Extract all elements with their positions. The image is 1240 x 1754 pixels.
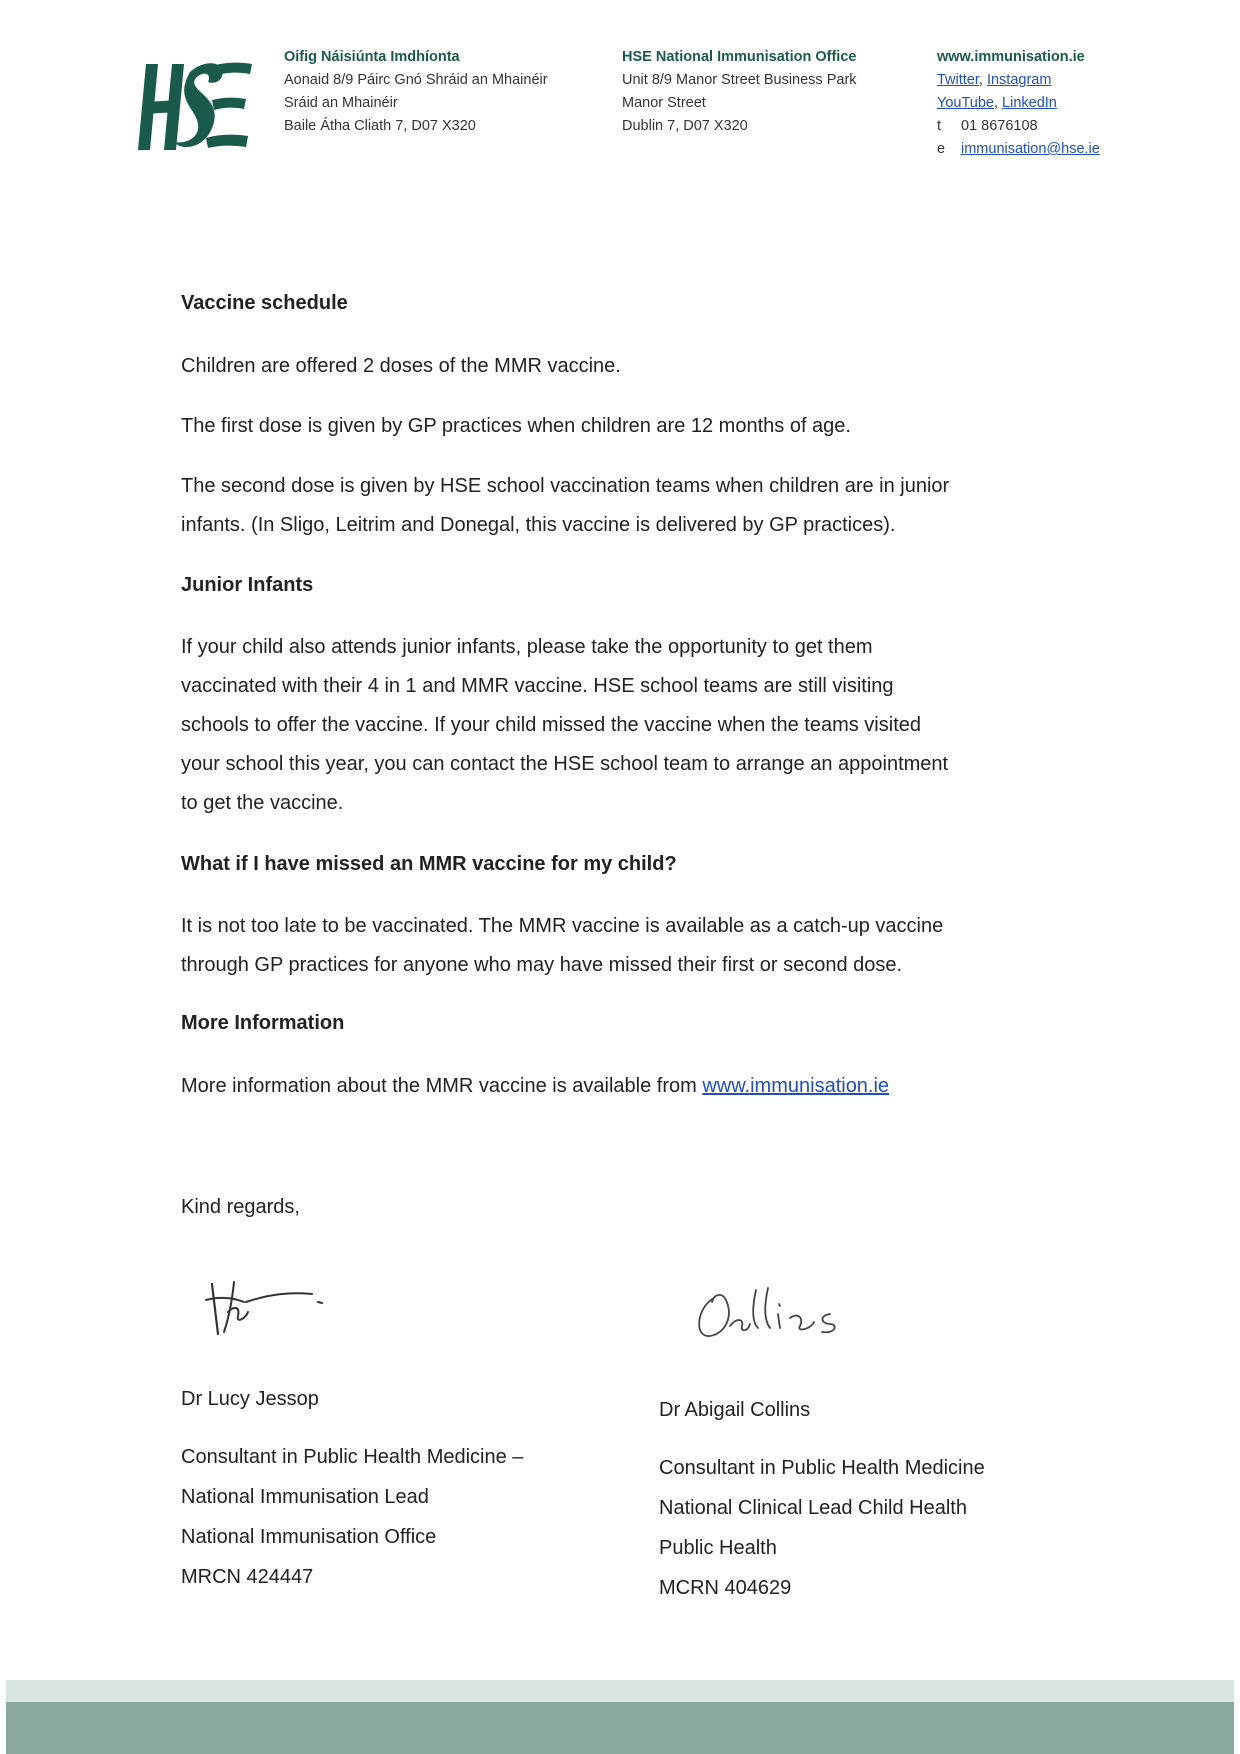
contact-details: [937, 46, 1197, 161]
schedule-paragraph-3: The second dose is given by HSE school vaccination teams when children are in junior infants. (In Sligo, Leitrim and Donegal, this vaccine is delivered by GP practices).: [181, 475, 950, 536]
phone-label: t: [937, 118, 942, 134]
footer-band-light: [6, 1680, 1234, 1702]
closing-text: Kind regards,: [181, 1196, 300, 1218]
immunisation-website-link[interactable]: www.immunisation.ie: [702, 1075, 890, 1097]
signatory-title-line: National Immunisation Lead: [181, 1486, 429, 1508]
website-label: www.immunisation.ie: [937, 49, 1085, 65]
twitter-link[interactable]: Twitter: [937, 72, 979, 88]
english-address-line: Dublin 7, D07 X320: [622, 118, 748, 134]
junior-infants-heading: Junior Infants: [181, 574, 314, 596]
schedule-paragraph-2: The first dose is given by GP practices when children are 12 months of age.: [181, 415, 851, 437]
missed-mmr-paragraph: It is not too late to be vaccinated. The MMR vaccine is available as a catch-up vaccine through GP practices for anyone who may have missed their first or second dose.: [181, 915, 944, 976]
irish-address-line: Aonaid 8/9 Páirc Gnó Shráid an Mhainéir: [284, 72, 548, 88]
irish-address: [284, 46, 594, 138]
english-address-line: Unit 8/9 Manor Street Business Park: [622, 72, 857, 88]
footer-band-dark: [6, 1702, 1234, 1754]
more-information-paragraph: More information about the MMR vaccine is available from www.immunisation.ie: [181, 1075, 890, 1097]
hse-logo-icon: [128, 52, 254, 160]
linkedin-link[interactable]: LinkedIn: [1002, 95, 1057, 111]
lucy-jessop-signature-icon: [200, 1272, 330, 1342]
social-links-row-2: YouTube, LinkedIn: [937, 95, 1057, 111]
phone-number: 01 8676108: [961, 118, 1038, 134]
missed-mmr-heading: What if I have missed an MMR vaccine for my child?: [181, 853, 677, 875]
signatory-title-line: Consultant in Public Health Medicine –: [181, 1446, 524, 1468]
abigail-collins-signature-icon: [690, 1278, 850, 1348]
irish-address-line: Baile Átha Cliath 7, D07 X320: [284, 118, 476, 134]
signatory-name: Dr Lucy Jessop: [181, 1388, 319, 1410]
phone-row: [937, 115, 1197, 138]
signatory-lucy-jessop: [181, 1379, 523, 1597]
signatory-registration: MCRN 404629: [659, 1577, 792, 1599]
signatory-name: Dr Abigail Collins: [659, 1399, 811, 1421]
youtube-link[interactable]: YouTube: [937, 95, 994, 111]
junior-infants-paragraph: If your child also attends junior infants, please take the opportunity to get them vaccinated with their 4 in 1 and MMR vaccine. HSE school teams are still visiting schools to offer the vaccine. If your child missed the vaccine when the teams visited your school this year, you can contact the HSE school team to arrange an appointment to get the vaccine.: [181, 636, 949, 814]
signatory-organisation: National Immunisation Office: [181, 1526, 437, 1548]
english-address-line: Manor Street: [622, 95, 706, 111]
instagram-link[interactable]: Instagram: [986, 72, 1052, 88]
social-links-row-1: Twitter, Instagram: [937, 72, 1052, 88]
signatory-abigail-collins: [659, 1390, 985, 1608]
email-label: e: [937, 141, 946, 157]
irish-address-line: Sráid an Mhainéir: [284, 95, 398, 111]
english-office-title: HSE National Immunisation Office: [622, 49, 857, 65]
irish-office-title: Oifig Náisiúnta Imdhíonta: [284, 49, 460, 65]
email-link[interactable]: immunisation@hse.ie: [961, 141, 1100, 157]
more-information-heading: More Information: [181, 1012, 345, 1034]
english-address: [622, 46, 922, 138]
email-row: [937, 138, 1197, 161]
signatory-organisation: Public Health: [659, 1537, 777, 1559]
signatory-title-line: National Clinical Lead Child Health: [659, 1497, 967, 1519]
schedule-paragraph-1: Children are offered 2 doses of the MMR vaccine.: [181, 355, 621, 377]
vaccine-schedule-heading: Vaccine schedule: [181, 292, 348, 314]
signatory-title-line: Consultant in Public Health Medicine: [659, 1457, 985, 1479]
signatory-registration: MRCN 424447: [181, 1566, 314, 1588]
